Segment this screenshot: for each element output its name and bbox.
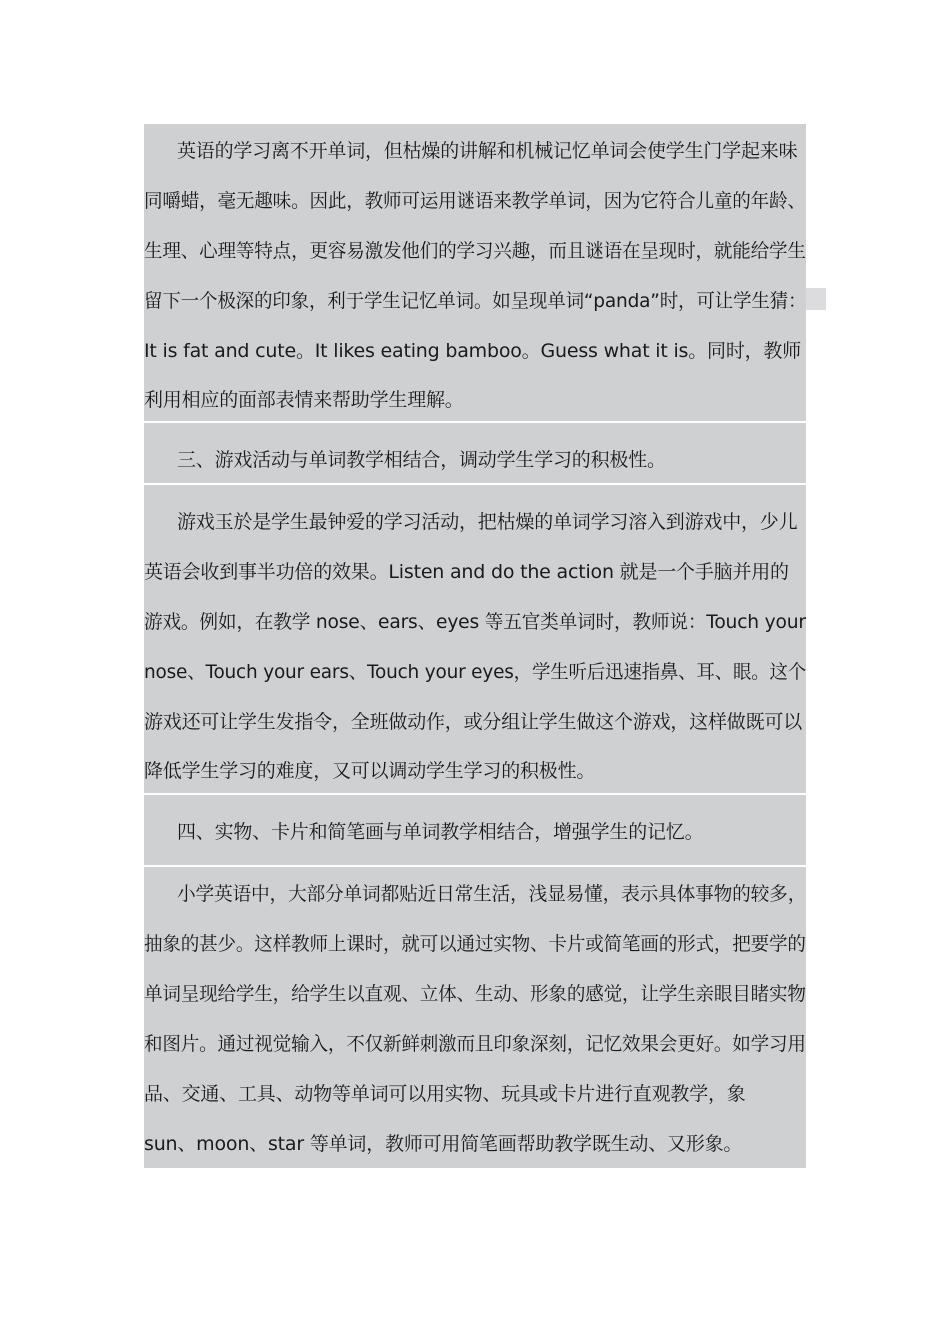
text-line: nose、Touch your ears、Touch your eyes，学生听后迅速指鼻、耳、眼。这个 [144, 661, 807, 683]
text-line: 游戏还可让学生发指令，全班做动作，或分组让学生做这个游戏，这样做既可以 [144, 711, 803, 733]
paragraph-games [144, 485, 806, 793]
text-line: 小学英语中，大部分单词都贴近日常生活，浅显易懂，表示具体事物的较多， [177, 883, 807, 905]
text-line: 单词呈现给学生，给学生以直观、立体、生动、形象的感觉，让学生亲眼目睹实物 [144, 983, 806, 1005]
text-line: 游戏。例如，在教学 nose、ears、eyes 等五官类单词时，教师说：Touch your [144, 611, 806, 633]
text-line: 同嚼蜡，毫无趣味。因此，教师可运用谜语来教学单词，因为它符合儿童的年龄、 [144, 190, 806, 212]
highlight-overflow [806, 288, 826, 310]
text-line: 游戏玉於是学生最钟爱的学习活动，把枯燥的单词学习溶入到游戏中，少儿 [177, 511, 798, 533]
text-line: 抽象的甚少。这样教师上课时，就可以通过实物、卡片或简笔画的形式，把要学的 [144, 933, 806, 955]
text-line: 英语会收到事半功倍的效果。Listen and do the action 就是一个手脑并用的 [144, 561, 789, 583]
text-line: sun、moon、star 等单词，教师可用简笔画帮助教学既生动、又形象。 [144, 1133, 743, 1155]
text-line: 留下一个极深的印象，利于学生记忆单词。如呈现单词“panda”时，可让学生猜： [144, 290, 807, 312]
heading-text: 四、实物、卡片和简笔画与单词教学相结合，增强学生的记忆。 [177, 821, 704, 843]
text-line: It is fat and cute。It likes eating bamboo。Guess what it is。同时，教师 [144, 340, 802, 362]
text-line: 降低学生学习的难度，又可以调动学生学习的积极性。 [144, 760, 596, 782]
text-line: 英语的学习离不开单词，但枯燥的讲解和机械记忆单词会使学生门学起来味 [177, 140, 798, 162]
text-line: 生理、心理等特点，更容易激发他们的学习兴趣，而且谜语在呈现时，就能给学生 [144, 240, 806, 262]
text-line: 利用相应的面部表情来帮助学生理解。 [144, 389, 464, 411]
heading-text: 三、游戏活动与单词教学相结合，调动学生学习的积极性。 [177, 449, 666, 471]
paragraph-objects [144, 867, 806, 1168]
section-heading-games [144, 423, 806, 483]
text-line: 和图片。通过视觉输入，不仅新鲜刺激而且印象深刻，记忆效果会更好。如学习用 [144, 1033, 806, 1055]
text-line: 品、交通、工具、动物等单词可以用实物、玩具或卡片进行直观教学，象 [144, 1083, 746, 1105]
section-heading-objects [144, 795, 806, 865]
paragraph-riddles [144, 124, 806, 421]
